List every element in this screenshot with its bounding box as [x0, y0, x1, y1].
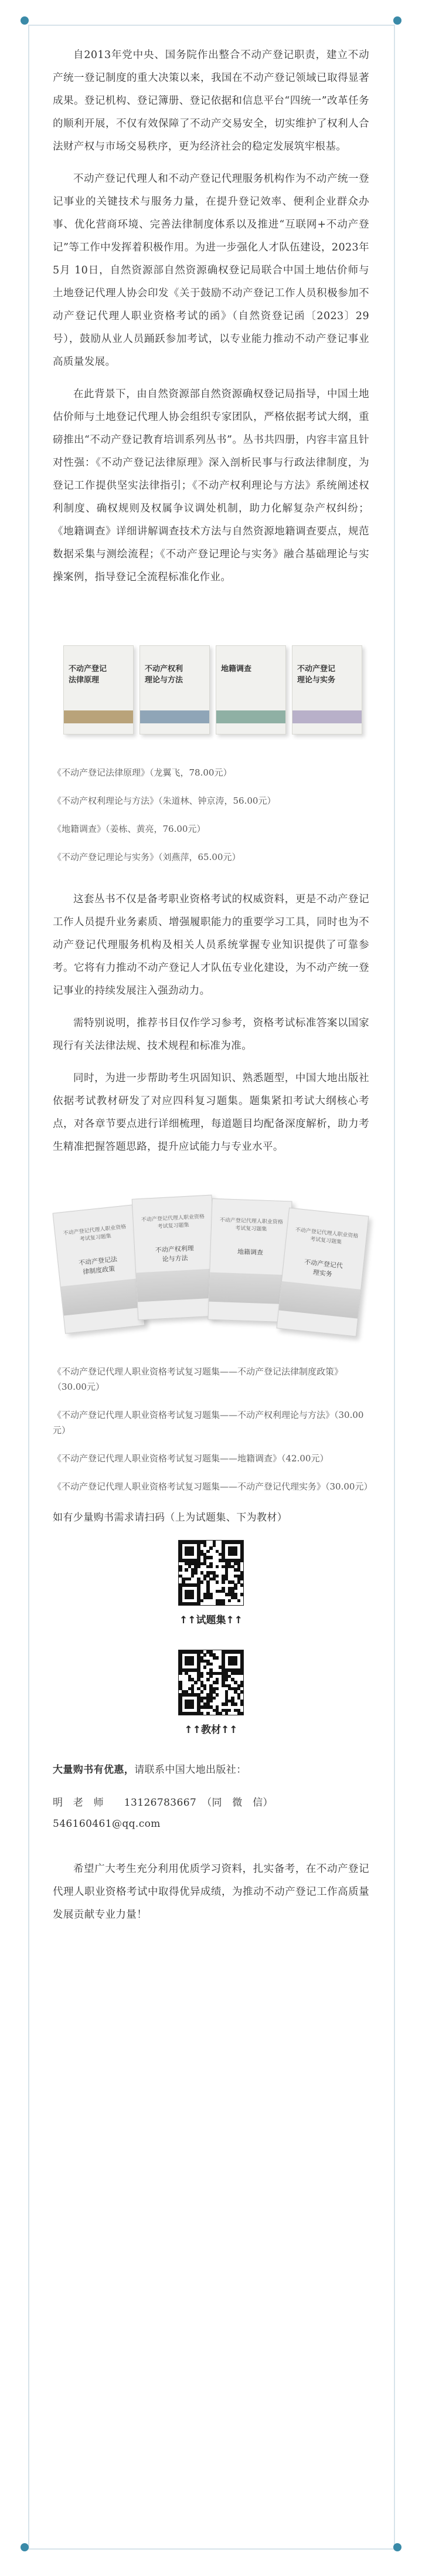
cover-band	[136, 1268, 216, 1302]
qr-module	[213, 1543, 216, 1547]
paragraph: 这套丛书不仅是备考职业资格考试的权威资料，更是不动产登记工作人员提升业务素质、增强履职能力的重要学习工具，同时也为不动产登记代理服务机构及相关人员系统掌握专业知识提供了可靠参考。它将有力推动不动产登记人才队伍专业化建设，为不动产统一登记事业的持续发展注入强劲动力。	[53, 893, 369, 997]
qr-module	[216, 1580, 219, 1584]
question-caption: 《不动产登记代理人职业资格考试复习题集——不动产登记代理实务》（30.00元）	[53, 1481, 373, 1492]
question-book-subtitle: 不动产登记代理实务	[304, 1258, 343, 1278]
qr-module	[240, 1702, 244, 1706]
cover-band	[209, 1272, 290, 1305]
qr-module	[209, 1700, 213, 1703]
article-content	[53, 44, 373, 1936]
paragraph: 同时，为进一步帮助考生巩固知识、熟悉题型，中国大地出版社依据考试教材研发了对应四科复习题集。题集紧扣考试大纲核心考点，对各章节要点进行详细梳理，每道题目均配备深度解析，助力考生精准把握答题思路，提升应试能力与专业水平。	[53, 1072, 369, 1153]
qr-module	[216, 1656, 219, 1660]
qr-module	[222, 1602, 225, 1606]
qr-module	[203, 1543, 207, 1547]
qr-module	[216, 1681, 219, 1684]
qr-module	[240, 1712, 244, 1715]
qr-module	[200, 1712, 204, 1715]
book-cover-title: 不动产登记 法律原理	[69, 665, 107, 685]
qr-module	[188, 1578, 192, 1581]
qr-module	[191, 1663, 195, 1666]
qr-module	[240, 1593, 244, 1596]
book-cover	[216, 645, 286, 734]
question-book-cover	[132, 1195, 219, 1321]
question-caption: 《不动产登记代理人职业资格考试复习题集——不动产登记法律制度政策》（30.00元）	[53, 1366, 343, 1392]
bulk-order-note	[53, 1759, 369, 1780]
qr-module	[209, 1546, 213, 1550]
qr-module	[225, 1678, 229, 1681]
qr-module	[240, 1583, 244, 1587]
qr-code-question-sets[interactable]	[178, 1540, 244, 1606]
qr-module	[191, 1705, 195, 1709]
contact-phone: 明 老 师 13126783667 （同 微 信）	[53, 1797, 273, 1809]
cover-stripe	[216, 710, 285, 723]
qr-module	[237, 1599, 241, 1603]
qr-module	[200, 1675, 204, 1678]
paragraph: 需特别说明，推荐书目仅作学习参考，资格考试标准答案以国家现行有关法律法规、技术规程和标准为准。	[53, 1017, 369, 1052]
qr-module	[240, 1684, 244, 1688]
qr-module	[185, 1568, 188, 1572]
book-cover	[139, 645, 210, 734]
qr-module	[191, 1575, 195, 1578]
qr-module	[203, 1687, 207, 1691]
qr-module	[206, 1550, 210, 1553]
qr-module	[209, 1663, 213, 1666]
book-cover-title: 不动产登记 理论与实务	[297, 665, 336, 685]
corner-dot	[21, 16, 29, 25]
question-book-title: 不动产登记代理人职业资格考试复习题集	[63, 1224, 127, 1243]
qr-module	[209, 1596, 213, 1599]
qr-module	[219, 1712, 222, 1715]
closing-paragraph: 希望广大考生充分利用优质学习资料，扎实备考，在不动产登记代理人职业资格考试中取得优异成绩，为推动不动产登记工作高质量发展贡献专业力量！	[53, 1863, 369, 1921]
question-book-subtitle: 地籍调查	[237, 1248, 264, 1257]
qr-module	[191, 1596, 195, 1599]
paragraph: 不动产登记代理人和不动产登记代理服务机构作为不动产统一登记事业的关键技术与服务力量，在提升登记效率、便利企业群众办事、优化营商环境、完善法律制度体系以及推进“互联网+不动产登记”等工作中发挥着积极作用。为进一步强化人才队伍建设，2023年 5月 10日，自然资源部自然资源确权登记局联合中国土地估价师与土地登记代理人协会印发《关于鼓励不动产登记工作人员积极参加不动产登记代理人职业资格考试的函》（自然资登记函〔2023〕29 号），鼓励从业人员踊跃参加考试，以专业能力推动不动产登记事业高质量发展。	[53, 173, 369, 368]
question-caption: 《不动产登记代理人职业资格考试复习题集——不动产权利理论与方法》（30.00元）	[53, 1410, 364, 1436]
qr-module	[234, 1663, 237, 1666]
qr-module	[209, 1675, 213, 1678]
book-cover-title: 不动产权利 理论与方法	[145, 665, 183, 685]
qr-module	[240, 1672, 244, 1675]
qr-module	[234, 1702, 237, 1706]
qr-module	[240, 1690, 244, 1694]
book-cover-title: 地籍调查	[221, 665, 252, 673]
paragraph: 在此背景下，由自然资源部自然资源确权登记局指导，中国土地估价师与土地登记代理人协会组织专家团队，严格依据考试大纲，重磅推出“不动产登记教育培训系列丛书”。丛书共四册，内容丰富且针对性强：《不动产登记法律原理》深入剖析民事与行政法律制度，为登记工作提供坚实法律指引；《不动产权利理论与方法》系统阐述权利制度、确权规则及权属争议调处机制，助力化解复杂产权纠纷；《地籍调查》详细讲解调查技术方法与自然资源地籍调查要点，规范数据采集与测绘流程；《不动产登记理论与实务》融合基础理论与实操案例，指导登记全流程标准化作业。	[53, 388, 369, 583]
question-book-title: 不动产登记代理人职业资格考试复习题集	[219, 1217, 283, 1233]
qr-module	[216, 1693, 219, 1697]
qr-module	[228, 1599, 232, 1603]
qr-code-textbooks[interactable]	[178, 1650, 244, 1715]
qr-module	[209, 1556, 213, 1559]
qr-module	[206, 1712, 210, 1715]
qr-module	[213, 1697, 216, 1700]
qr-module	[216, 1565, 219, 1569]
question-book-cover	[53, 1204, 145, 1333]
question-book-image	[53, 1176, 369, 1352]
qr-module	[225, 1712, 229, 1715]
qr-module	[203, 1653, 207, 1657]
qr-module	[206, 1678, 210, 1681]
book-caption: 《不动产权利理论与方法》（朱道林、钟京涛，56.00元）	[53, 796, 276, 806]
qr-module	[200, 1580, 204, 1584]
corner-dot	[393, 16, 401, 25]
qr-module	[200, 1690, 204, 1694]
textbook-series-image	[53, 624, 369, 742]
qr-module	[225, 1702, 229, 1706]
book-caption: 《不动产登记理论与实务》（刘燕萍，65.00元）	[53, 852, 241, 862]
cover-band	[61, 1278, 142, 1316]
cover-stripe	[140, 710, 209, 723]
cover-band	[279, 1281, 360, 1319]
book-caption: 《地籍调查》（姜栋、黄亮，76.00元）	[53, 824, 206, 834]
qr-module	[216, 1687, 219, 1691]
question-book-title: 不动产登记代理人职业资格考试复习题集	[295, 1227, 359, 1246]
book-cover	[292, 645, 362, 734]
contact-email[interactable]: 546160461@qq.com	[53, 1818, 161, 1830]
qr-module	[228, 1709, 232, 1712]
cover-stripe	[64, 710, 133, 723]
question-book-cover	[277, 1207, 369, 1336]
question-book-title: 不动产登记代理人职业资格考试复习题集	[141, 1214, 205, 1230]
qr-module	[200, 1599, 204, 1603]
qr-module	[234, 1587, 237, 1590]
corner-dot	[393, 2543, 401, 2551]
qr-label: ↑↑试题集↑↑	[179, 1614, 243, 1626]
qr-module	[240, 1578, 244, 1581]
qr-module	[179, 1568, 182, 1572]
qr-module	[234, 1553, 237, 1556]
scan-hint: 如有少量购书需求请扫码（上为试题集、下为教材）	[53, 1512, 288, 1524]
book-cover	[63, 645, 134, 734]
qr-module	[240, 1559, 244, 1562]
qr-module	[203, 1666, 207, 1669]
qr-module	[194, 1681, 198, 1684]
question-book-subtitle: 不动产登记法律制度政策	[78, 1255, 118, 1276]
cover-stripe	[292, 710, 362, 723]
qr-module	[222, 1580, 225, 1584]
qr-label: ↑↑教材↑↑	[184, 1724, 238, 1736]
qr-module	[197, 1602, 200, 1606]
qr-module	[194, 1571, 198, 1575]
qr-module	[209, 1565, 213, 1569]
bulk-discount-text: 大量购书有优惠，	[53, 1764, 135, 1776]
corner-dot	[21, 2543, 29, 2551]
question-caption: 《不动产登记代理人职业资格考试复习题集——地籍调查》（42.00元）	[53, 1453, 329, 1464]
qr-module	[216, 1575, 219, 1578]
question-book-subtitle: 不动产权利理论与方法	[155, 1244, 195, 1264]
qr-module	[191, 1553, 195, 1556]
qr-module	[197, 1565, 200, 1569]
contact-publisher-text: 请联系中国大地出版社：	[134, 1764, 247, 1776]
paragraph: 自2013年党中央、国务院作出整合不动产登记职责，建立不动产统一登记制度的重大决策以来，我国在不动产登记领域已取得显著成果。登记机构、登记簿册、登记依据和信息平台“四统一”改革任务的顺利开展，不仅有效保障了不动产交易安全，切实维护了权利人合法财产权与市场交易秩序，更为经济社会的稳定发展筑牢根基。	[53, 49, 369, 153]
qr-module	[179, 1672, 182, 1675]
book-caption: 《不动产登记法律原理》（龙翼飞，78.00元）	[53, 767, 232, 778]
